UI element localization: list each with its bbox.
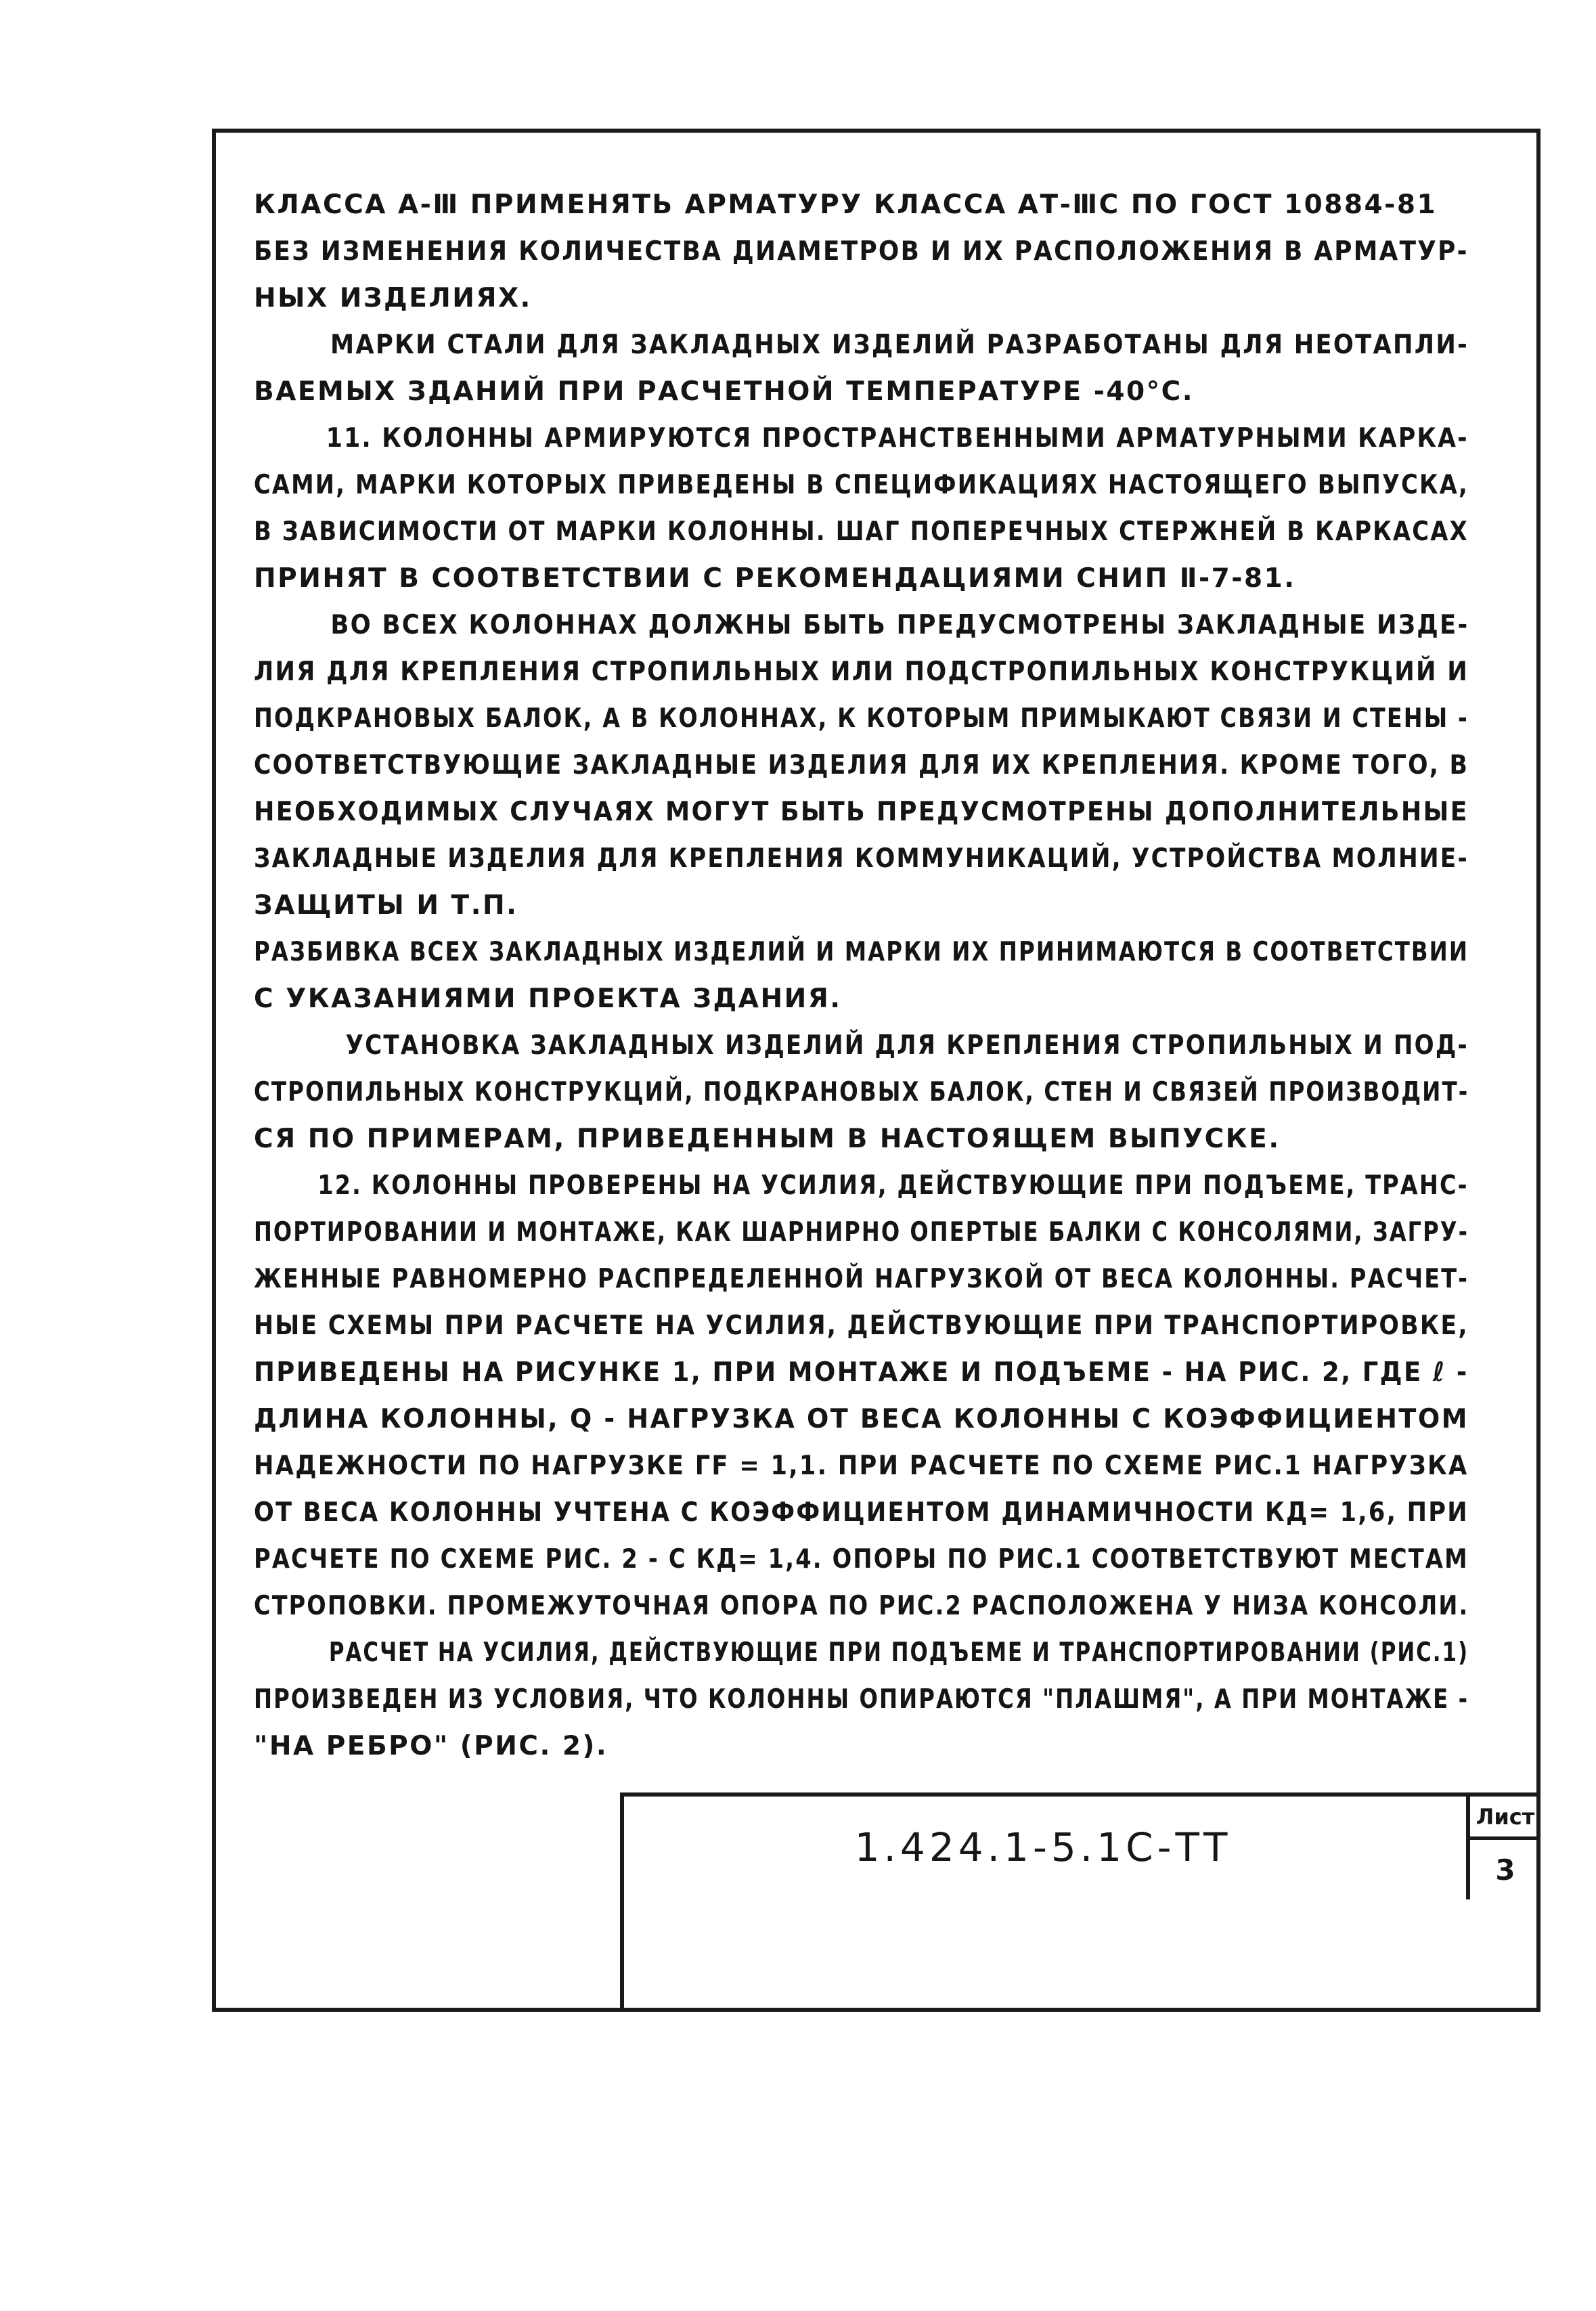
text-line: СЯ ПО ПРИМЕРАМ, ПРИВЕДЕННЫМ В НАСТОЯЩЕМ ВЫПУСКЕ. [254, 1124, 1281, 1154]
text-line: ДЛИНА КОЛОННЫ, Q - НАГРУЗКА ОТ ВЕСА КОЛОННЫ С КОЭФФИЦИЕНТОМ [254, 1404, 1469, 1434]
sheet-label-cell [1470, 1797, 1540, 1840]
text-line: КЛАССА А-Ⅲ ПРИМЕНЯТЬ АРМАТУРУ КЛАССА АТ-ⅢС ПО ГОСТ 10884-81 [254, 190, 1438, 220]
text-line: УСТАНОВКА ЗАКЛАДНЫХ ИЗДЕЛИЙ ДЛЯ КРЕПЛЕНИЯ СТРОПИЛЬНЫХ И ПОД- [345, 1030, 1469, 1061]
text-line: ПОДКРАНОВЫХ БАЛОК, А В КОЛОННАХ, К КОТОРЫМ ПРИМЫКАЮТ СВЯЗИ И СТЕНЫ - [254, 703, 1469, 734]
text-line: РАСЧЕТ НА УСИЛИЯ, ДЕЙСТВУЮЩИЕ ПРИ ПОДЪЕМЕ И ТРАНСПОРТИРОВАНИИ (РИС.1) [328, 1637, 1469, 1668]
sheet-cell [1466, 1797, 1540, 1899]
text-line: С УКАЗАНИЯМИ ПРОЕКТА ЗДАНИЯ. [254, 984, 842, 1014]
text-line: 12. КОЛОННЫ ПРОВЕРЕНЫ НА УСИЛИЯ, ДЕЙСТВУЮЩИЕ ПРИ ПОДЪЕМЕ, ТРАНС- [317, 1170, 1469, 1201]
text-line: БЕЗ ИЗМЕНЕНИЯ КОЛИЧЕСТВА ДИАМЕТРОВ И ИХ РАСПОЛОЖЕНИЯ В АРМАТУР- [254, 236, 1469, 267]
text-line: ЗАКЛАДНЫЕ ИЗДЕЛИЯ ДЛЯ КРЕПЛЕНИЯ КОММУНИКАЦИЙ, УСТРОЙСТВА МОЛНИЕ- [254, 843, 1469, 874]
text-line: ЖЕННЫЕ РАВНОМЕРНО РАСПРЕДЕЛЕННОЙ НАГРУЗКОЙ ОТ ВЕСА КОЛОННЫ. РАСЧЕТ- [254, 1264, 1469, 1294]
sheet-label: Лист [1476, 1803, 1535, 1830]
text-line: РАСЧЕТЕ ПО СХЕМЕ РИС. 2 - С КД= 1,4. ОПОРЫ ПО РИС.1 СООТВЕТСТВУЮТ МЕСТАМ [254, 1544, 1469, 1575]
text-line: НЫХ ИЗДЕЛИЯХ. [254, 283, 532, 313]
text-line: МАРКИ СТАЛИ ДЛЯ ЗАКЛАДНЫХ ИЗДЕЛИЙ РАЗРАБОТАНЫ ДЛЯ НЕОТАПЛИ- [330, 330, 1469, 360]
text-line: НЫЕ СХЕМЫ ПРИ РАСЧЕТЕ НА УСИЛИЯ, ДЕЙСТВУЮЩИЕ ПРИ ТРАНСПОРТИРОВКЕ, [254, 1311, 1469, 1341]
text-line: ПРОИЗВЕДЕН ИЗ УСЛОВИЯ, ЧТО КОЛОННЫ ОПИРАЮТСЯ "ПЛАШМЯ", А ПРИ МОНТАЖЕ - [254, 1684, 1469, 1715]
document-code: 1.424.1-5.1С-ТТ [854, 1824, 1232, 1870]
text-line: СТРОПОВКИ. ПРОМЕЖУТОЧНАЯ ОПОРА ПО РИС.2 РАСПОЛОЖЕНА У НИЗА КОНСОЛИ. [254, 1591, 1469, 1621]
sheet-number-cell [1470, 1840, 1540, 1899]
document-code-cell [620, 1797, 1466, 1898]
text-line: ПРИВЕДЕНЫ НА РИСУНКЕ 1, ПРИ МОНТАЖЕ И ПОДЪЕМЕ - НА РИС. 2, ГДЕ ℓ - [254, 1357, 1469, 1388]
text-line: ВО ВСЕХ КОЛОННАХ ДОЛЖНЫ БЫТЬ ПРЕДУСМОТРЕНЫ ЗАКЛАДНЫЕ ИЗДЕ- [330, 610, 1469, 640]
text-line: ВАЕМЫХ ЗДАНИЙ ПРИ РАСЧЕТНОЙ ТЕМПЕРАТУРЕ -40°С. [254, 376, 1195, 407]
text-line: НЕОБХОДИМЫХ СЛУЧАЯХ МОГУТ БЫТЬ ПРЕДУСМОТРЕНЫ ДОПОЛНИТЕЛЬНЫЕ [254, 797, 1469, 827]
text-line: СООТВЕТСТВУЮЩИЕ ЗАКЛАДНЫЕ ИЗДЕЛИЯ ДЛЯ ИХ КРЕПЛЕНИЯ. КРОМЕ ТОГО, В [254, 750, 1469, 780]
text-line: ЗАЩИТЫ И Т.П. [254, 890, 518, 921]
text-line: ПОРТИРОВАНИИ И МОНТАЖЕ, КАК ШАРНИРНО ОПЕРТЫЕ БАЛКИ С КОНСОЛЯМИ, ЗАГРУ- [254, 1217, 1469, 1248]
text-line: СТРОПИЛЬНЫХ КОНСТРУКЦИЙ, ПОДКРАНОВЫХ БАЛОК, СТЕН И СВЯЗЕЙ ПРОИЗВОДИТ- [254, 1077, 1469, 1107]
text-line: ОТ ВЕСА КОЛОННЫ УЧТЕНА С КОЭФФИЦИЕНТОМ ДИНАМИЧНОСТИ КД= 1,6, ПРИ [254, 1497, 1469, 1528]
text-line: РАЗБИВКА ВСЕХ ЗАКЛАДНЫХ ИЗДЕЛИЙ И МАРКИ ИХ ПРИНИМАЮТСЯ В СООТВЕТСТВИИ [254, 937, 1469, 967]
document-body [254, 181, 1492, 1769]
text-line: "НА РЕБРО" (РИС. 2). [254, 1731, 608, 1761]
text-line: ЛИЯ ДЛЯ КРЕПЛЕНИЯ СТРОПИЛЬНЫХ ИЛИ ПОДСТРОПИЛЬНЫХ КОНСТРУКЦИЙ И [254, 657, 1469, 687]
text-line: ПРИНЯТ В СООТВЕТСТВИИ С РЕКОМЕНДАЦИЯМИ СНИП Ⅱ-7-81. [254, 563, 1296, 594]
sheet-number: 3 [1495, 1853, 1515, 1887]
text-line: В ЗАВИСИМОСТИ ОТ МАРКИ КОЛОННЫ. ШАГ ПОПЕРЕЧНЫХ СТЕРЖНЕЙ В КАРКАСАХ [254, 516, 1469, 547]
text-line: САМИ, МАРКИ КОТОРЫХ ПРИВЕДЕНЫ В СПЕЦИФИКАЦИЯХ НАСТОЯЩЕГО ВЫПУСКА, [254, 470, 1469, 500]
text-line: НАДЕЖНОСТИ ПО НАГРУЗКЕ ΓF = 1,1. ПРИ РАСЧЕТЕ ПО СХЕМЕ РИС.1 НАГРУЗКА [254, 1451, 1469, 1481]
text-line: 11. КОЛОННЫ АРМИРУЮТСЯ ПРОСТРАНСТВЕННЫМИ АРМАТУРНЫМИ КАРКА- [326, 423, 1469, 454]
